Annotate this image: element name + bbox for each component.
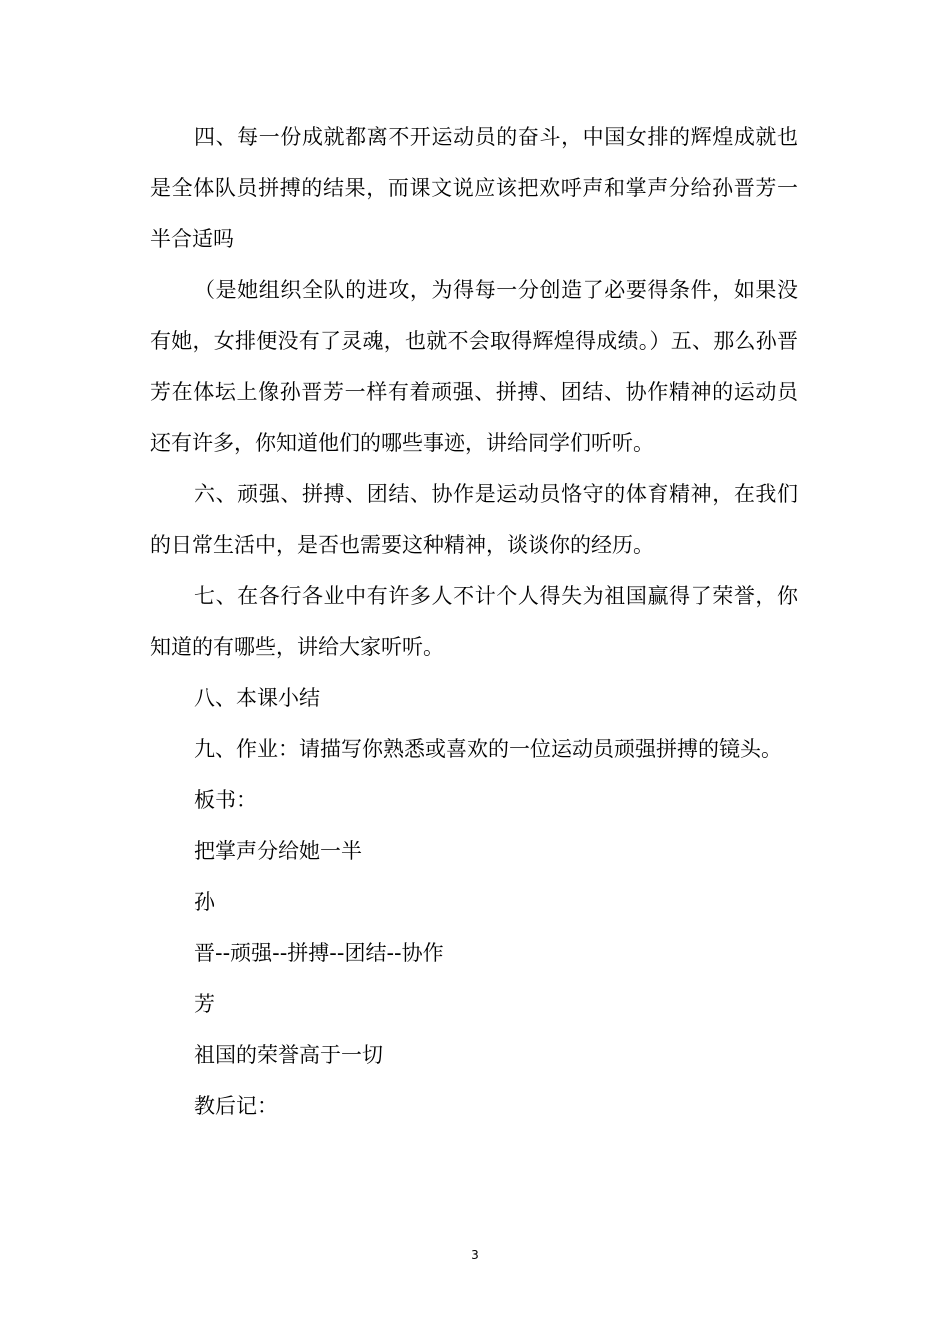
- blackboard-notes: [150, 775, 798, 1081]
- paragraph-question-6: 六、顽强、拼搏、团结、协作是运动员恪守的体育精神，在我们的日常生活中，是否也需要这种精神，谈谈你的经历。: [150, 482, 798, 557]
- board-summary: 祖国的荣誉高于一切: [194, 1043, 383, 1067]
- board-title: 把掌声分给她一半: [194, 839, 362, 863]
- paragraph-summary: 八、本课小结: [194, 686, 320, 710]
- page-number: 3: [471, 1248, 479, 1262]
- document-body: [150, 112, 798, 1132]
- board-name-line-1: 孙: [194, 890, 215, 914]
- board-heading: 板书：: [194, 788, 257, 812]
- paragraph-question-4: 四、每一份成就都离不开运动员的奋斗，中国女排的辉煌成就也是全体队员拼搏的结果，而课文说应该把欢呼声和掌声分给孙晋芳一半合适吗: [150, 125, 798, 251]
- board-name-line-2: 晋--顽强--拼搏--团结--协作: [194, 941, 444, 965]
- paragraph-answer-and-question-5: （是她组织全队的进攻，为得每一分创造了必要得条件，如果没有她，女排便没有了灵魂，也就不会取得辉煌得成绩。）五、那么孙晋芳在体坛上像孙晋芳一样有着顽强、拼搏、团结、协作精神的运动员还有许多，你知道他们的哪些事迹，讲给同学们听听。: [150, 278, 798, 455]
- board-name-line-3: 芳: [194, 992, 215, 1016]
- afterword-label: 教后记：: [194, 1094, 278, 1118]
- paragraph-homework: 九、作业：请描写你熟悉或喜欢的一位运动员顽强拼搏的镜头。: [194, 737, 782, 761]
- paragraph-question-7: 七、在各行各业中有许多人不计个人得失为祖国赢得了荣誉，你知道的有哪些，讲给大家听听。: [150, 584, 798, 659]
